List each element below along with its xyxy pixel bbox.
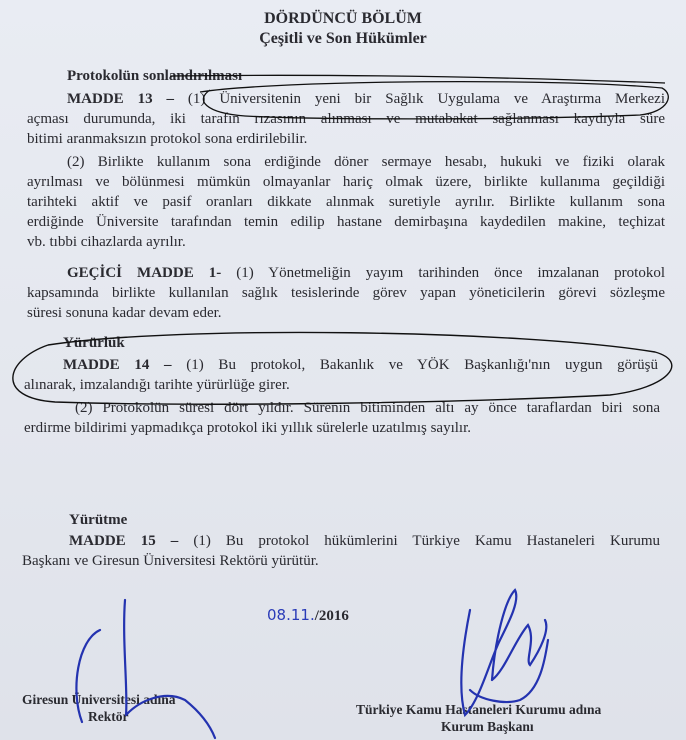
article-13-heading: Protokolün sonlandırılması [67, 68, 243, 84]
article-15-line-1 [69, 533, 660, 550]
date-handwritten: 08.11. [267, 606, 315, 624]
temporary-article-label: GEÇİCİ MADDE 1- [67, 265, 222, 281]
article-13-label: MADDE 13 – [67, 91, 174, 107]
article-13-line-5: ayrılması ve bölünmesi mümkün olmayanlar hariç olmak üzere, birlikte kullanıma geçildiği [27, 174, 665, 190]
article-13-text-1: (1) Üniversitenin yeni bir Sağlık Uygulama ve Araştırma Merkezi [187, 91, 665, 107]
left-signatory-title: Rektör [88, 709, 129, 724]
article-14-line-2: alınarak, imzalandığı tarihte yürürlüğe girer. [24, 377, 290, 393]
right-signatory-title: Kurum Başkanı [441, 719, 534, 734]
article-13-line-2: açması durumunda, iki tarafın rızasının alınması ve mutabakat sağlanması kaydıyla süre [27, 111, 665, 127]
article-14-line-1 [63, 357, 658, 374]
temporary-article-text-1: (1) Yönetmeliğin yayım tarihinden önce imzalanan protokol [236, 265, 666, 281]
right-signatory-institution: Türkiye Kamu Hastaneleri Kurumu adına [356, 702, 602, 717]
article-13-line-3: bitimi aranmaksızın protokol sona erdirilebilir. [27, 131, 308, 147]
part-title: DÖRDÜNCÜ BÖLÜM [264, 10, 422, 27]
temporary-article-line-1 [67, 265, 665, 282]
article-15-heading: Yürütme [69, 512, 128, 528]
article-13-line-8: vb. tıbbi cihazlarda ayrılır. [27, 234, 186, 250]
article-15-text-1: (1) Bu protokol hükümlerini Türkiye Kamu Hastaneleri Kurumu [193, 533, 661, 549]
temporary-article-line-3: süresi sonuna kadar devam eder. [27, 305, 222, 321]
article-14-line-3: (2) Protokolün süresi dört yıldır. Sürenin bitiminden altı ay önce taraflardan biri sona [75, 400, 660, 416]
section-title: Çeşitli ve Son Hükümler [259, 30, 427, 47]
article-15-label: MADDE 15 – [69, 533, 179, 549]
article-13-line-6: tarihteki aktif ve pasif oranları dikkate alınmak suretiyle ayrılır. Birlikte kullanım sona [27, 194, 665, 210]
article-15-line-2: Başkanı ve Giresun Üniversitesi Rektörü yürütür. [22, 553, 319, 569]
article-14-heading: Yürürlük [63, 335, 125, 351]
article-13-line-1 [67, 91, 665, 108]
article-13-line-7: erdiğinde Üniversite tarafından temin edilip hastane demirbaşına kaydedilen makine, teçhizat [27, 214, 665, 230]
strike-line-mark [170, 75, 665, 83]
right-signature-mark [461, 590, 548, 715]
article-14-line-4: erdirme bildirimi yapmadıkça protokol iki yıllık sürelerle uzatılmış sayılır. [24, 420, 471, 436]
temporary-article-line-2: kapsamında birlikte kullanılan sağlık tesislerinde görev yapan yöneticilerin görevi sözleşme [27, 285, 665, 301]
article-13-line-4: (2) Birlikte kullanım sona erdiğinde döner sermaye hesabı, hukuki ve fiziki olarak [67, 154, 665, 170]
date-year: /2016 [314, 608, 349, 624]
article-14-text-1: (1) Bu protokol, Bakanlık ve YÖK Başkanlığı'nın uygun görüşü [186, 357, 658, 373]
signing-date [267, 606, 349, 625]
article-14-label: MADDE 14 – [63, 357, 172, 373]
left-signatory-institution: Giresun Üniversitesi adına [22, 692, 176, 707]
